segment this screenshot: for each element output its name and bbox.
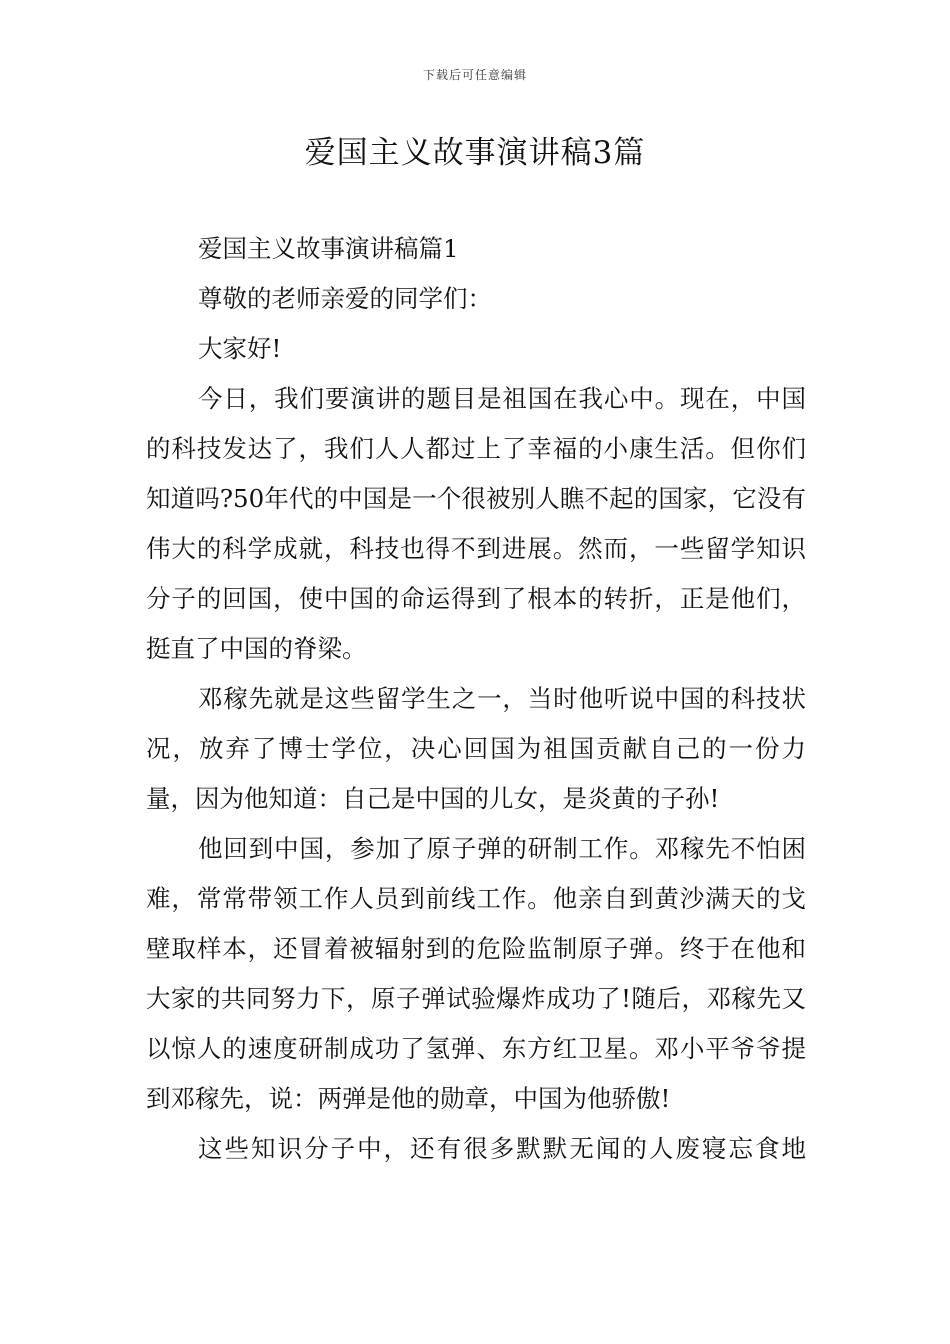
document-title: 爱国主义故事演讲稿3篇	[304, 135, 646, 171]
header-note: 下载后可任意编辑	[422, 68, 527, 82]
greeting: 大家好!	[198, 334, 282, 363]
body-paragraph: 他回到中国，参加了原子弹的研制工作。邓稼先不怕困难，常常带领工作人员到前线工作。他亲自到黄沙满天的戈壁取样本，还冒着被辐射到的危险监制原子弹。终于在他和大家的共同努力下，原子弹试验爆炸成功了!随后，邓稼先又以惊人的速度研制成功了氢弹、东方红卫星。邓小平爷爷提到邓稼先，说：两弹是他的勋章，中国为他骄傲!	[146, 834, 806, 1113]
salutation: 尊敬的老师亲爱的同学们：	[198, 284, 492, 313]
body-paragraph: 邓稼先就是这些留学生之一，当时他听说中国的科技状况，放弃了博士学位，决心回国为祖国贡献自己的一份力量，因为他知道：自己是中国的儿女，是炎黄的子孙!	[146, 684, 806, 813]
document-body	[146, 224, 806, 1174]
body-paragraph: 这些知识分子中，还有很多默默无闻的人废寝忘食地	[198, 1134, 806, 1163]
section-heading: 爱国主义故事演讲稿篇1	[198, 234, 459, 263]
body-paragraph: 今日，我们要演讲的题目是祖国在我心中。现在，中国的科技发达了，我们人人都过上了幸福的小康生活。但你们知道吗?50年代的中国是一个很被别人瞧不起的国家，它没有伟大的科学成就，科技也得不到进展。然而，一些留学知识分子的回国，使中国的命运得到了根本的转折，正是他们，挺直了中国的脊梁。	[146, 384, 806, 663]
